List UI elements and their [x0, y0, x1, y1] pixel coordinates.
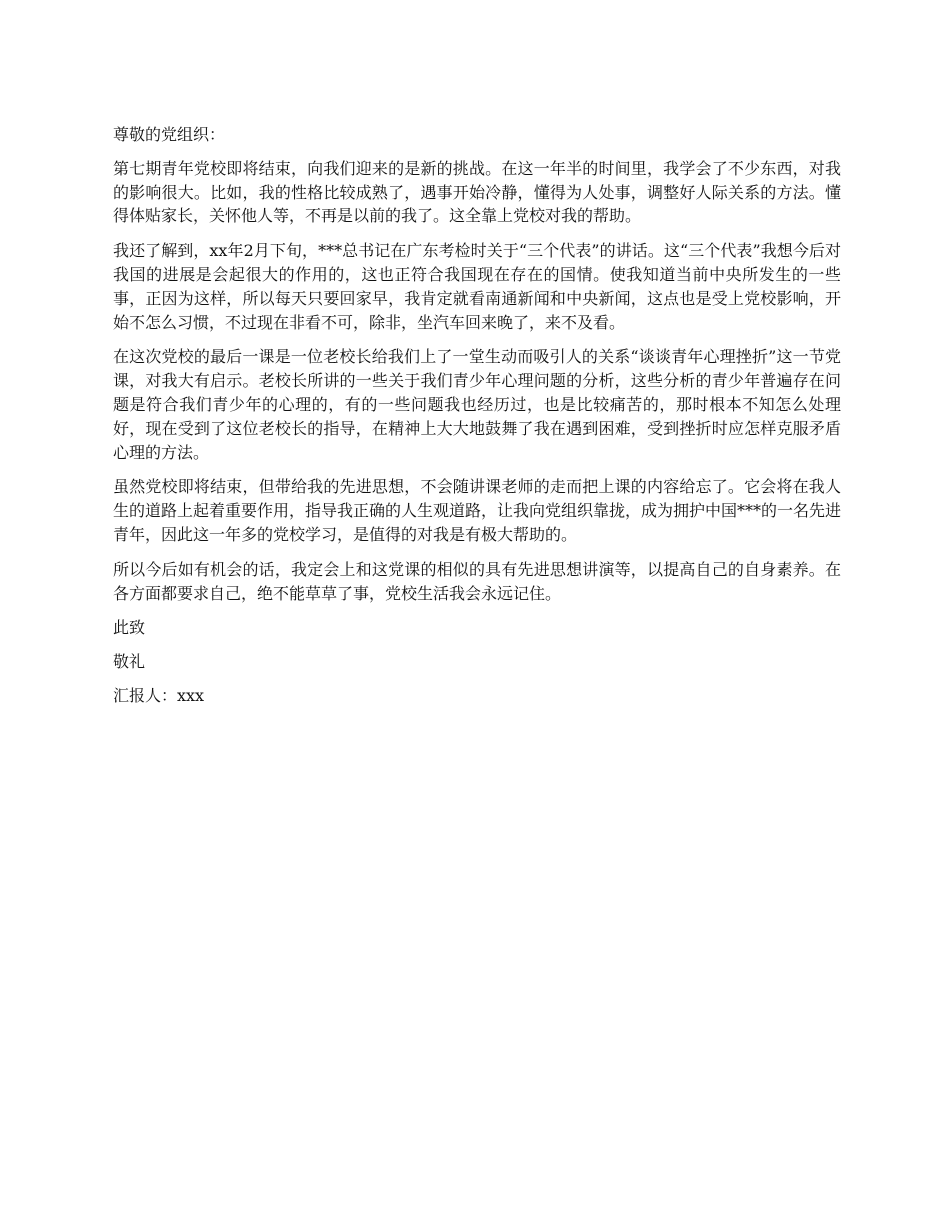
- paragraph-4: 虽然党校即将结束，但带给我的先进思想，不会随讲课老师的走而把上课的内容给忘了。它会将在我人生的道路上起着重要作用，指导我正确的人生观道路，让我向党组织靠拢，成为拥护中国***的一名先进青年，因此这一年多的党校学习，是值得的对我是有极大帮助的。: [113, 477, 842, 544]
- closing-line-2: 敬礼: [113, 652, 146, 672]
- paragraph-2: 我还了解到，xx年2月下旬，***总书记在广东考检时关于“三个代表”的讲话。这“三个代表”我想今后对我国的进展是会起很大的作用的，这也正符合我国现在存在的国情。使我知道当前中央所发生的一些事，正因为这样，所以每天只要回家早，我肯定就看南通新闻和中央新闻，这点也是受上党校影响，开始不怎么习惯，不过现在非看不可，除非，坐汽车回来晚了，来不及看。: [113, 241, 841, 332]
- paragraph-3: 在这次党校的最后一课是一位老校长给我们上了一堂生动而吸引人的关系“谈谈青年心理挫折”这一节党课，对我大有启示。老校长所讲的一些关于我们青少年心理问题的分析，这些分析的青少年普遍存在问题是符合我们青少年的心理的，有的一些问题我也经历过，也是比较痛苦的，那时根本不知怎么处理好，现在受到了这位老校长的指导，在精神上大大地鼓舞了我在遇到困难，受到挫折时应怎样克服矛盾心理的方法。: [113, 347, 841, 462]
- closing-line-1: 此致: [113, 618, 146, 638]
- signature: 汇报人：xxx: [113, 685, 205, 705]
- paragraph-5: 所以今后如有机会的话，我定会上和这党课的相似的具有先进思想讲演等，以提高自己的自身素养。在各方面都要求自己，绝不能草草了事，党校生活我会永远记住。: [113, 559, 841, 603]
- paragraph-1: 第七期青年党校即将结束，向我们迎来的是新的挑战。在这一年半的时间里，我学会了不少东西，对我的影响很大。比如，我的性格比较成熟了，遇事开始冷静，懂得为人处事，调整好人际关系的方法。懂得体贴家长，关怀他人等，不再是以前的我了。这全靠上党校对我的帮助。: [113, 158, 841, 226]
- salutation: 尊敬的党组织：: [113, 125, 226, 144]
- letter-body: [113, 123, 841, 718]
